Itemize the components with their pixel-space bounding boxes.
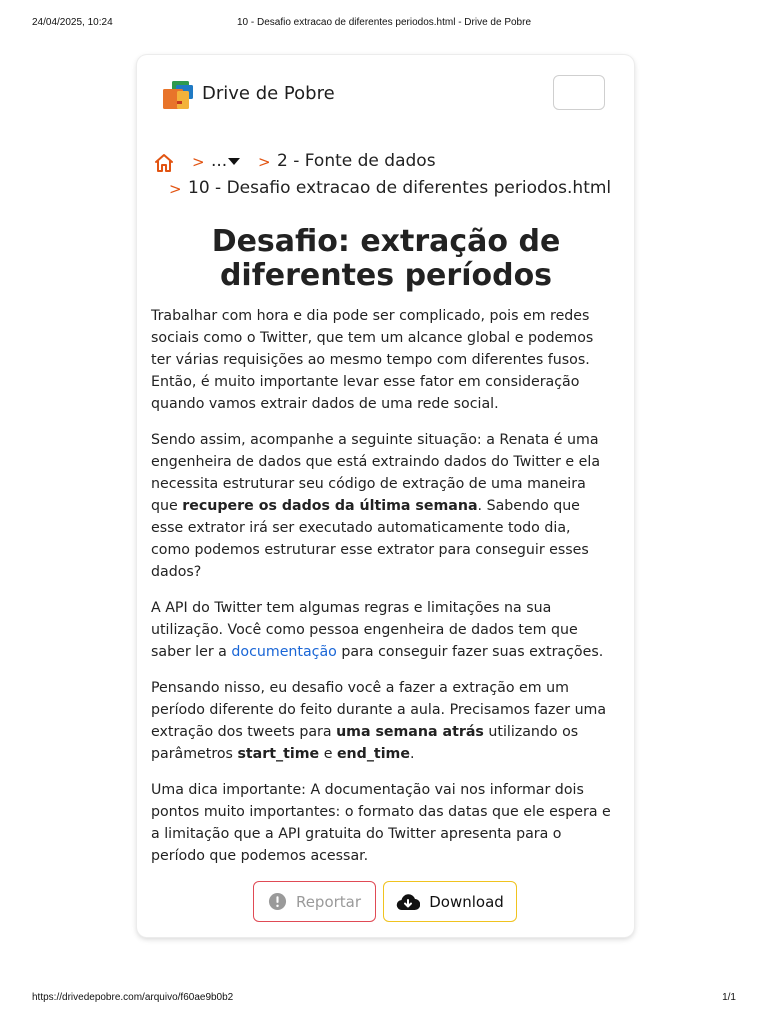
- download-button[interactable]: [383, 881, 517, 922]
- article-body: [151, 305, 613, 881]
- breadcrumb-separator: >: [258, 153, 271, 171]
- print-date: 24/04/2025, 10:24: [32, 17, 113, 28]
- report-label: Reportar: [295, 892, 362, 911]
- print-url: https://drivedepobre.com/arquivo/f60ae9b0b2: [32, 992, 234, 1003]
- paragraph: Pensando nisso, eu desafio você a fazer a extração em um período diferente do feito durante a aula. Precisamos fazer uma extração dos tweets para uma semana atrás utilizando os parâmetros start_time e end_time.: [151, 680, 607, 762]
- print-footer: [32, 992, 736, 1006]
- paragraph: Sendo assim, acompanhe a seguinte situação: a Renata é uma engenheira de dados que está extraindo dados do Twitter e ela necessita estruturar seu código de extração de uma maneira que recupere os dados da última semana. Sabendo que esse extrator irá ser executado automaticamente todo dia, como podemos estruturar esse extrator para conseguir esses dados?: [151, 432, 601, 580]
- download-label: Download: [429, 892, 504, 911]
- page-title: Desafio: extração de diferentes períodos: [211, 224, 561, 293]
- paragraph: Uma dica importante: A documentação vai nos informar dois pontos muito importantes: o formato das datas que ele espera e a limitação que a API gratuita do Twitter apresenta para o período que podemos acessar.: [151, 782, 611, 864]
- report-button[interactable]: [253, 881, 376, 922]
- paragraph: Trabalhar com hora e dia pode ser complicado, pois em redes sociais como o Twitter, que tem um alcance global e podemos ter várias requisições ao mesmo tempo com diferentes fusos. Então, é muito importante levar esse fator em consideração quando vamos extrair dados de uma rede social.: [151, 308, 594, 412]
- breadcrumb-ellipsis[interactable]: ...: [211, 151, 228, 171]
- menu-button[interactable]: [553, 75, 605, 110]
- chevron-down-icon[interactable]: [228, 158, 240, 165]
- print-header: [32, 17, 736, 31]
- documentation-link[interactable]: documentação: [231, 644, 337, 660]
- breadcrumb: [153, 151, 623, 204]
- breadcrumb-separator: >: [169, 180, 182, 198]
- paragraph: A API do Twitter tem algumas regras e limitações na sua utilização. Você como pessoa engenheira de dados tem que saber ler a documentação para conseguir fazer suas extrações.: [151, 600, 604, 660]
- folders-logo-icon[interactable]: [163, 81, 193, 109]
- print-title: 10 - Desafio extracao de diferentes periodos.html - Drive de Pobre: [236, 17, 532, 28]
- breadcrumb-separator: >: [192, 153, 205, 171]
- breadcrumb-current-file: 10 - Desafio extracao de diferentes periodos.html: [188, 178, 612, 198]
- home-icon[interactable]: [153, 153, 175, 173]
- breadcrumb-folder[interactable]: 2 - Fonte de dados: [277, 151, 436, 171]
- alert-circle-icon: [268, 892, 287, 911]
- print-page-count: 1/1: [722, 992, 736, 1003]
- brand-name[interactable]: Drive de Pobre: [202, 83, 335, 104]
- file-card: [137, 55, 634, 937]
- cloud-download-icon: [396, 893, 420, 911]
